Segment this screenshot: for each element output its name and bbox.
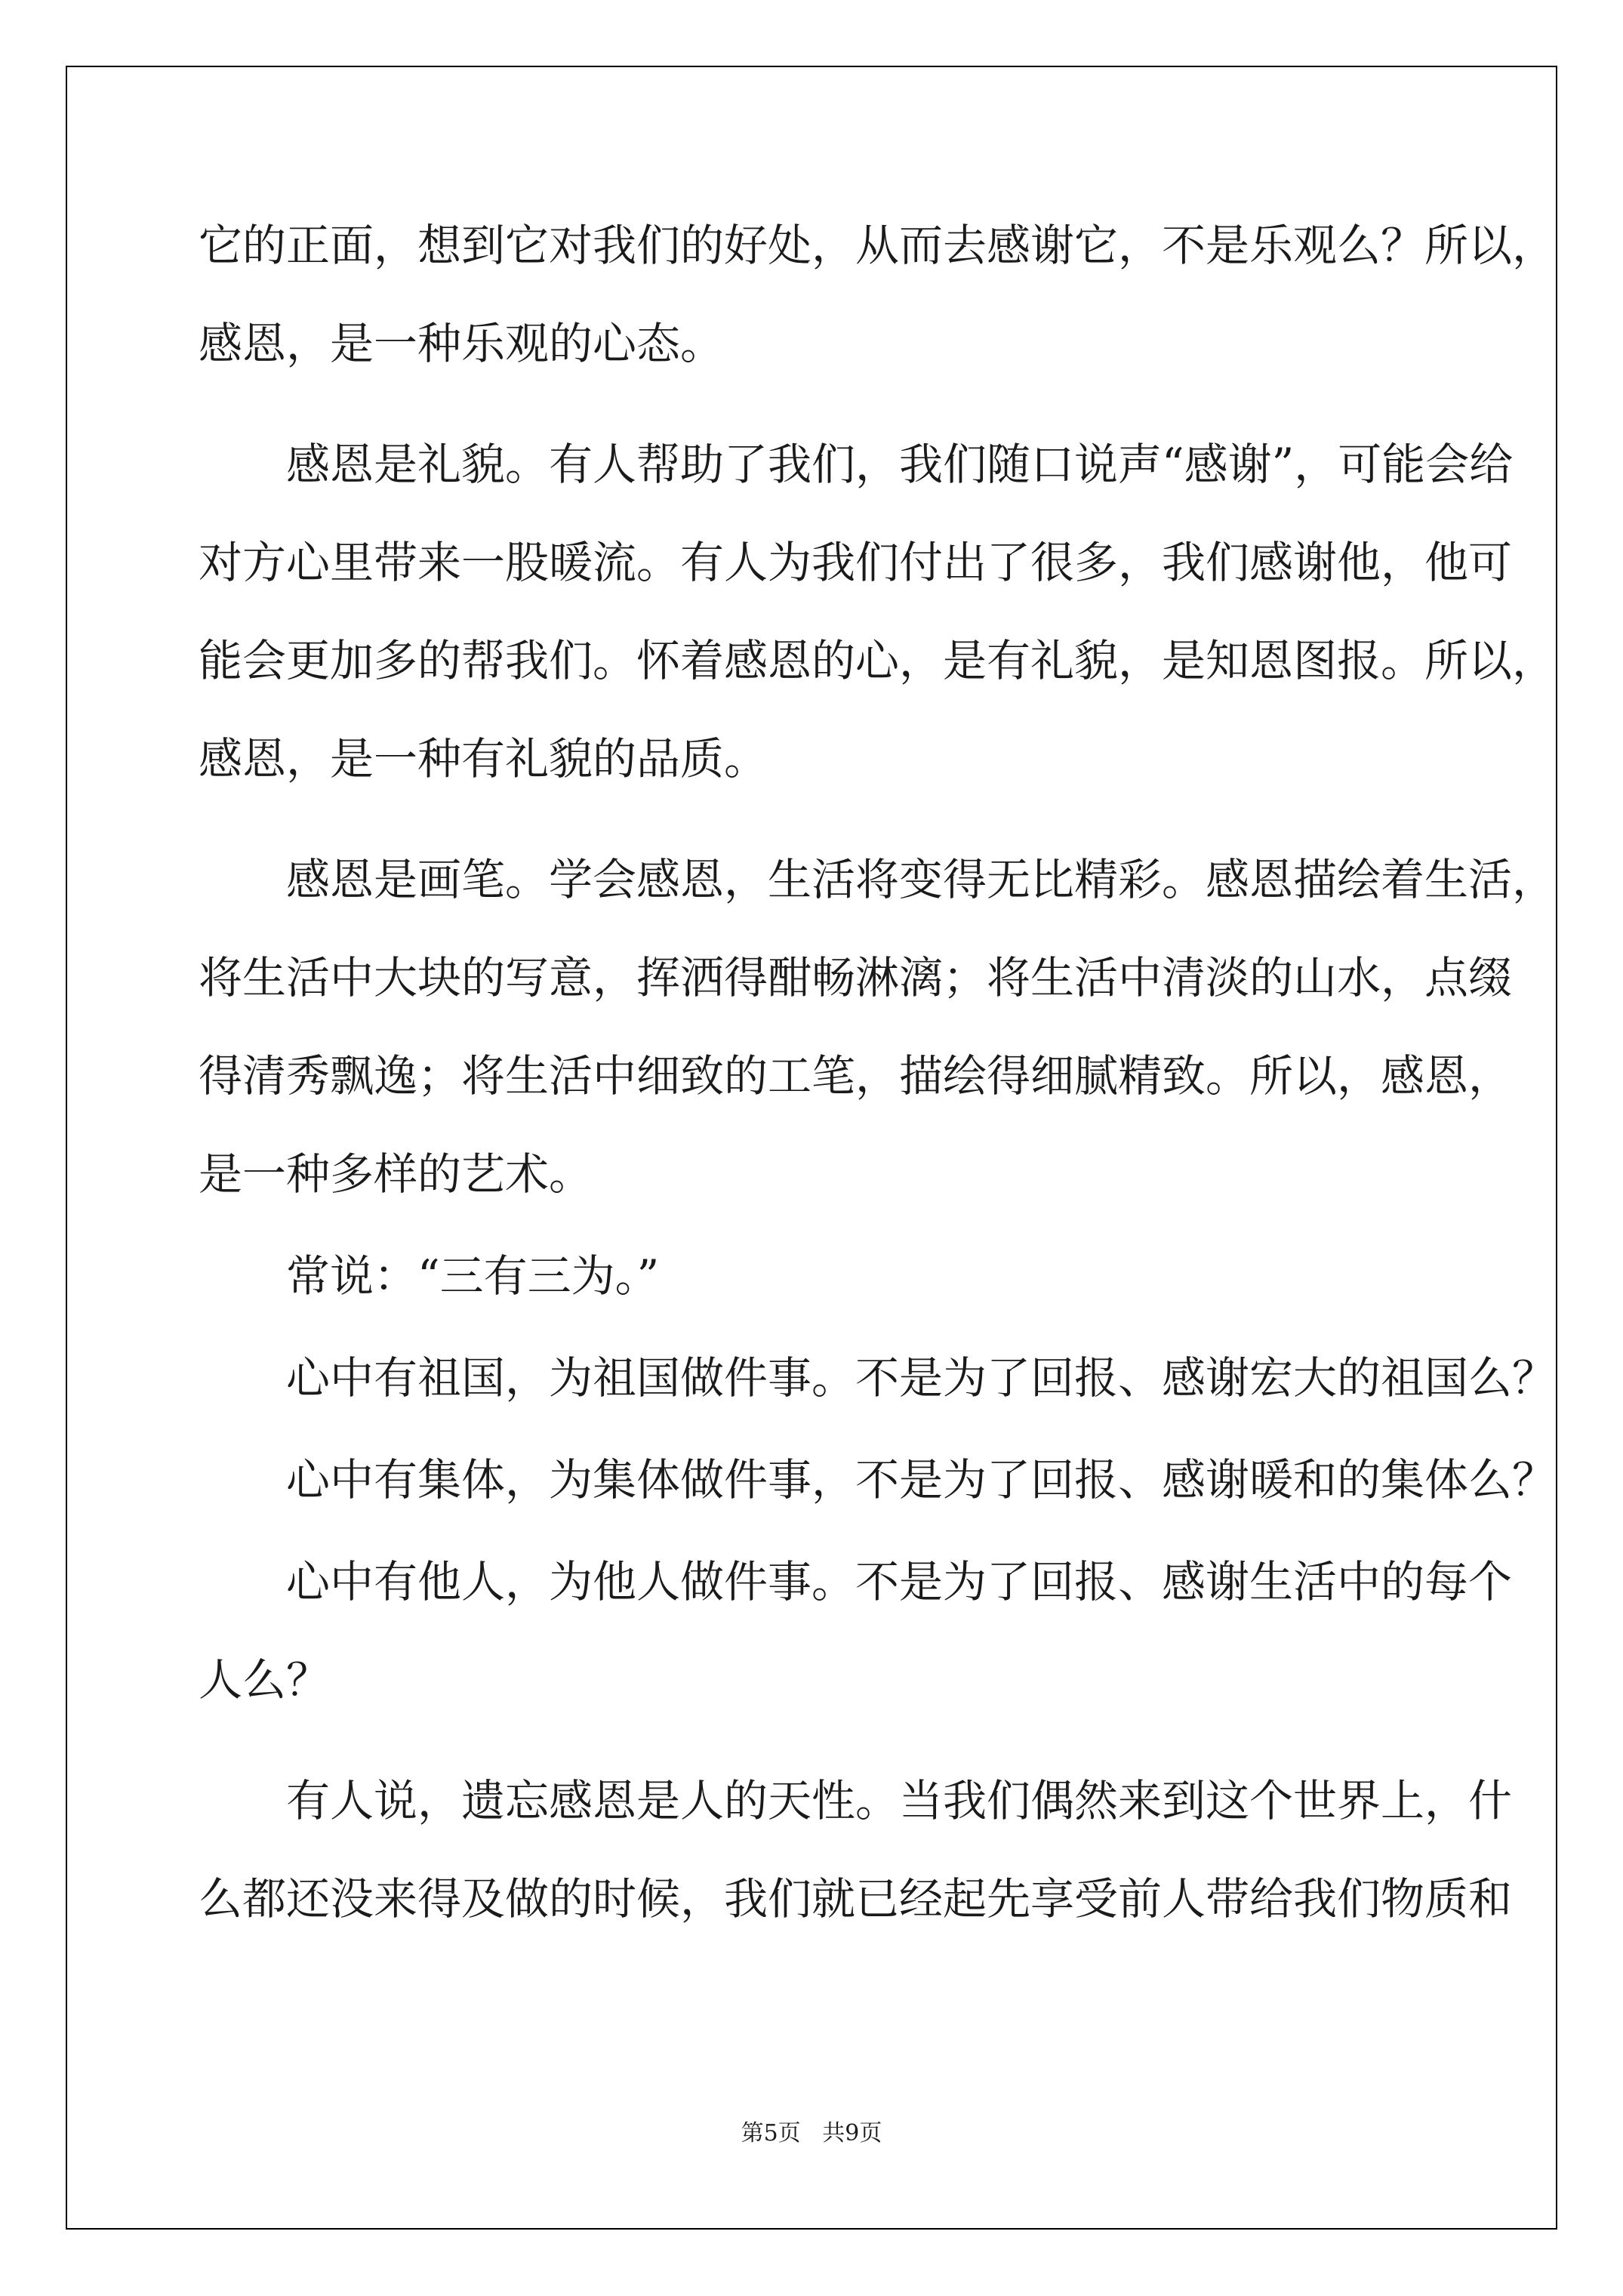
text-line: 心中有集体，为集体做件事，不是为了回报、感谢暖和的集体么？ [286, 1454, 1557, 1505]
text-line: 人么？ [199, 1654, 331, 1706]
text-line: 感恩是画笔。学会感恩，生活将变得无比精彩。感恩描绘着生活， [286, 854, 1557, 905]
text-line: 心中有祖国，为祖国做件事。不是为了回报、感谢宏大的祖国么？ [286, 1352, 1557, 1404]
page-number-footer: 第5页 共9页 [741, 2120, 882, 2147]
text-line: 将生活中大块的写意，挥洒得酣畅淋漓；将生活中清淡的山水，点缀 [199, 952, 1513, 1003]
text-line: 感恩是礼貌。有人帮助了我们，我们随口说声“感谢”，可能会给 [286, 439, 1514, 490]
text-line: 感恩，是一种有礼貌的品质。 [199, 733, 768, 784]
text-line: 得清秀飘逸；将生活中细致的工笔，描绘得细腻精致。所以，感恩， [199, 1050, 1513, 1102]
text-line: 么都还没来得及做的时候，我们就已经起先享受前人带给我们物质和 [199, 1873, 1513, 1925]
text-line: 它的正面，想到它对我们的好处，从而去感谢它，不是乐观么？所以， [199, 220, 1557, 271]
text-line: 常说：“三有三为。” [286, 1250, 660, 1302]
text-line: 是一种多样的艺术。 [199, 1148, 593, 1200]
text-line: 感恩，是一种乐观的心态。 [199, 318, 725, 369]
text-line: 对方心里带来一股暖流。有人为我们付出了很多，我们感谢他，他可 [199, 537, 1513, 588]
text-line: 能会更加多的帮我们。怀着感恩的心，是有礼貌，是知恩图报。所以， [199, 635, 1557, 686]
text-line: 心中有他人，为他人做件事。不是为了回报、感谢生活中的每个 [286, 1556, 1513, 1607]
text-line: 有人说，遗忘感恩是人的天性。当我们偶然来到这个世界上，什 [286, 1775, 1513, 1826]
